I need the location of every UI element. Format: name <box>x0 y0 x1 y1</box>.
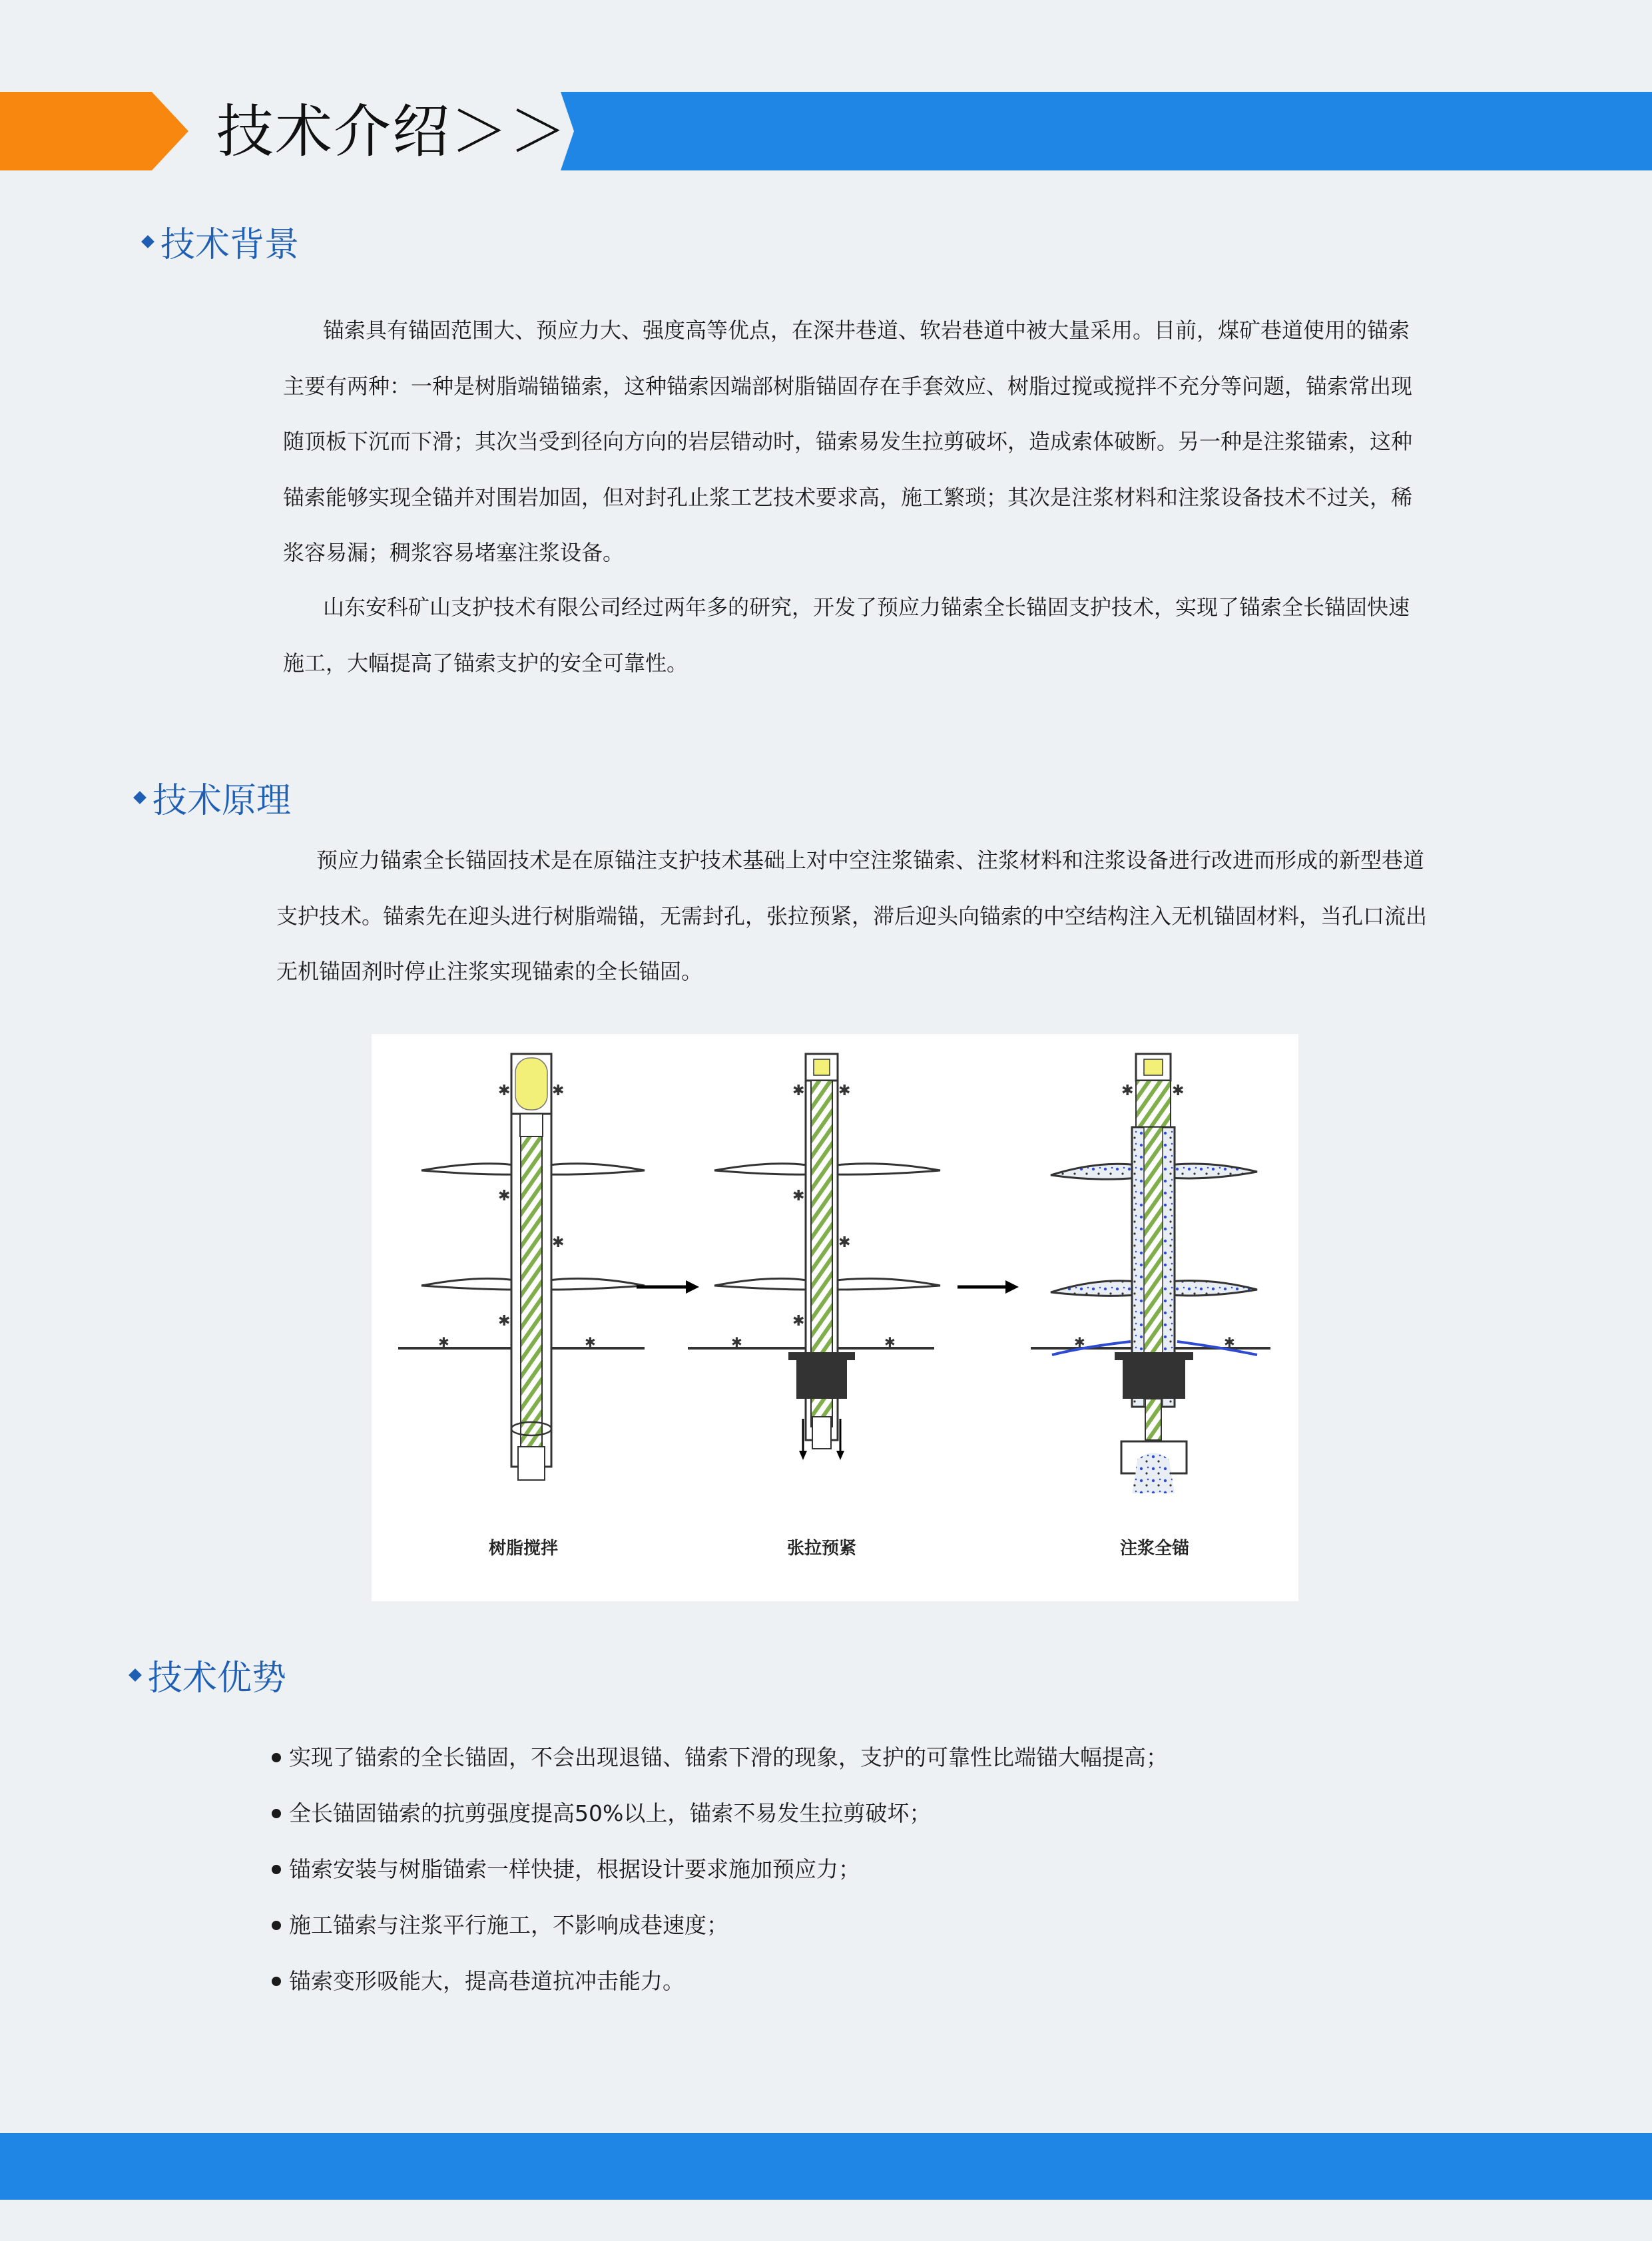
section-heading-principle <box>135 772 291 822</box>
section-heading-text: 技术背景 <box>160 225 300 265</box>
anchor-process-figure <box>372 1034 1298 1601</box>
caption-resin-stirring: 树脂搅拌 <box>488 1539 559 1559</box>
arrow-1 <box>637 1280 699 1294</box>
advantages-list <box>272 1730 1168 2009</box>
bullet-dot-icon <box>272 1865 281 1874</box>
stage-grouting <box>1031 1054 1270 1493</box>
bullet-dot-icon <box>272 1921 281 1930</box>
svg-text:✱: ✱ <box>1172 1083 1185 1099</box>
section-heading-text: 技术原理 <box>152 781 292 821</box>
list-item-text: 实现了锚索的全长锚固，不会出现退锚、锚索下滑的现象，支护的可靠性比端锚大幅提高； <box>289 1744 1168 1770</box>
diamond-bullet-icon <box>129 1668 142 1682</box>
list-item <box>272 1897 1168 1953</box>
section-heading-background <box>143 216 299 266</box>
diamond-bullet-icon <box>133 791 146 804</box>
svg-text:✱: ✱ <box>438 1334 449 1350</box>
list-item <box>272 1842 1168 1897</box>
list-item-text: 施工锚索与注浆平行施工，不影响成巷速度； <box>289 1912 728 1938</box>
svg-text:✱: ✱ <box>792 1313 805 1330</box>
list-item <box>272 1730 1168 1786</box>
stage-resin-stirring <box>398 1054 645 1480</box>
list-item-text: 全长锚固锚索的抗剪强度提高50%以上，锚索不易发生拉剪破坏； <box>289 1800 932 1826</box>
svg-text:✱: ✱ <box>884 1334 896 1350</box>
diamond-bullet-icon <box>141 235 154 248</box>
bullet-dot-icon <box>272 1809 281 1818</box>
bullet-dot-icon <box>272 1977 281 1986</box>
svg-text:✱: ✱ <box>1224 1334 1235 1350</box>
svg-text:✱: ✱ <box>731 1334 742 1350</box>
section-heading-advantages <box>131 1650 286 1700</box>
background-paragraph-1: 锚索具有锚固范围大、预应力大、强度高等优点，在深井巷道、软岩巷道中被大量采用。目前，煤矿巷道使用的锚索主要有两种：一种是树脂端锚锚索，这种锚索因端部树脂锚固存在手套效应、树脂过搅或搅拌不充分等问题，锚索常出现随顶板下沉而下滑；其次当受到径向方向的岩层错动时，锚索易发生拉剪破坏，造成索体破断。另一种是注浆锚索，这种锚索能够实现全锚并对围岩加固，但对封孔止浆工艺技术要求高，施工繁琐；其次是注浆材料和注浆设备技术不过关，稀浆容易漏；稠浆容易堵塞注浆设备。 <box>283 318 1413 565</box>
title-banner <box>0 92 1652 170</box>
caption-grouting: 注浆全锚 <box>1119 1539 1190 1559</box>
svg-text:✱: ✱ <box>838 1083 851 1099</box>
svg-text:✱: ✱ <box>498 1188 511 1204</box>
list-item <box>272 1953 1168 2009</box>
banner-blue-bar <box>561 92 1652 170</box>
svg-text:✱: ✱ <box>552 1083 565 1099</box>
svg-text:✱: ✱ <box>792 1188 805 1204</box>
svg-text:✱: ✱ <box>1121 1083 1134 1099</box>
stage-tensioning <box>688 1054 940 1460</box>
section-heading-text: 技术优势 <box>148 1658 287 1698</box>
svg-text:✱: ✱ <box>585 1334 596 1350</box>
list-item-text: 锚索安装与树脂锚索一样快捷，根据设计要求施加预应力； <box>289 1856 860 1882</box>
principle-paragraph: 预应力锚索全长锚固技术是在原锚注支护技术基础上对中空注浆锚索、注浆材料和注浆设备进行改进而形成的新型巷道支护技术。锚索先在迎头进行树脂端锚，无需封孔，张拉预紧，滞后迎头向锚索的中空结构注入无机锚固材料，当孔口流出无机锚固剂时停止注浆实现锚索的全长锚固。 <box>276 848 1428 984</box>
bullet-dot-icon <box>272 1753 281 1762</box>
svg-text:✱: ✱ <box>792 1083 805 1099</box>
list-item-text: 锚索变形吸能大，提高巷道抗冲击能力。 <box>289 1968 685 1994</box>
footer-bar <box>0 2133 1652 2200</box>
list-item <box>272 1786 1168 1842</box>
arrow-2 <box>958 1280 1019 1294</box>
svg-text:✱: ✱ <box>1074 1334 1085 1350</box>
background-paragraph-2: 山东安科矿山支护技术有限公司经过两年多的研究，开发了预应力锚索全长锚固支护技术，实现了锚索全长锚固快速施工，大幅提高了锚索支护的安全可靠性。 <box>283 595 1410 676</box>
svg-text:✱: ✱ <box>498 1083 511 1099</box>
svg-text:✱: ✱ <box>552 1234 565 1251</box>
caption-tensioning: 张拉预紧 <box>786 1539 857 1559</box>
anchor-process-diagram <box>372 1034 1298 1601</box>
svg-text:✱: ✱ <box>838 1234 851 1251</box>
svg-text:✱: ✱ <box>498 1313 511 1330</box>
banner-orange-arrow <box>0 92 188 170</box>
banner-title: 技术介绍＞＞ <box>216 99 568 165</box>
